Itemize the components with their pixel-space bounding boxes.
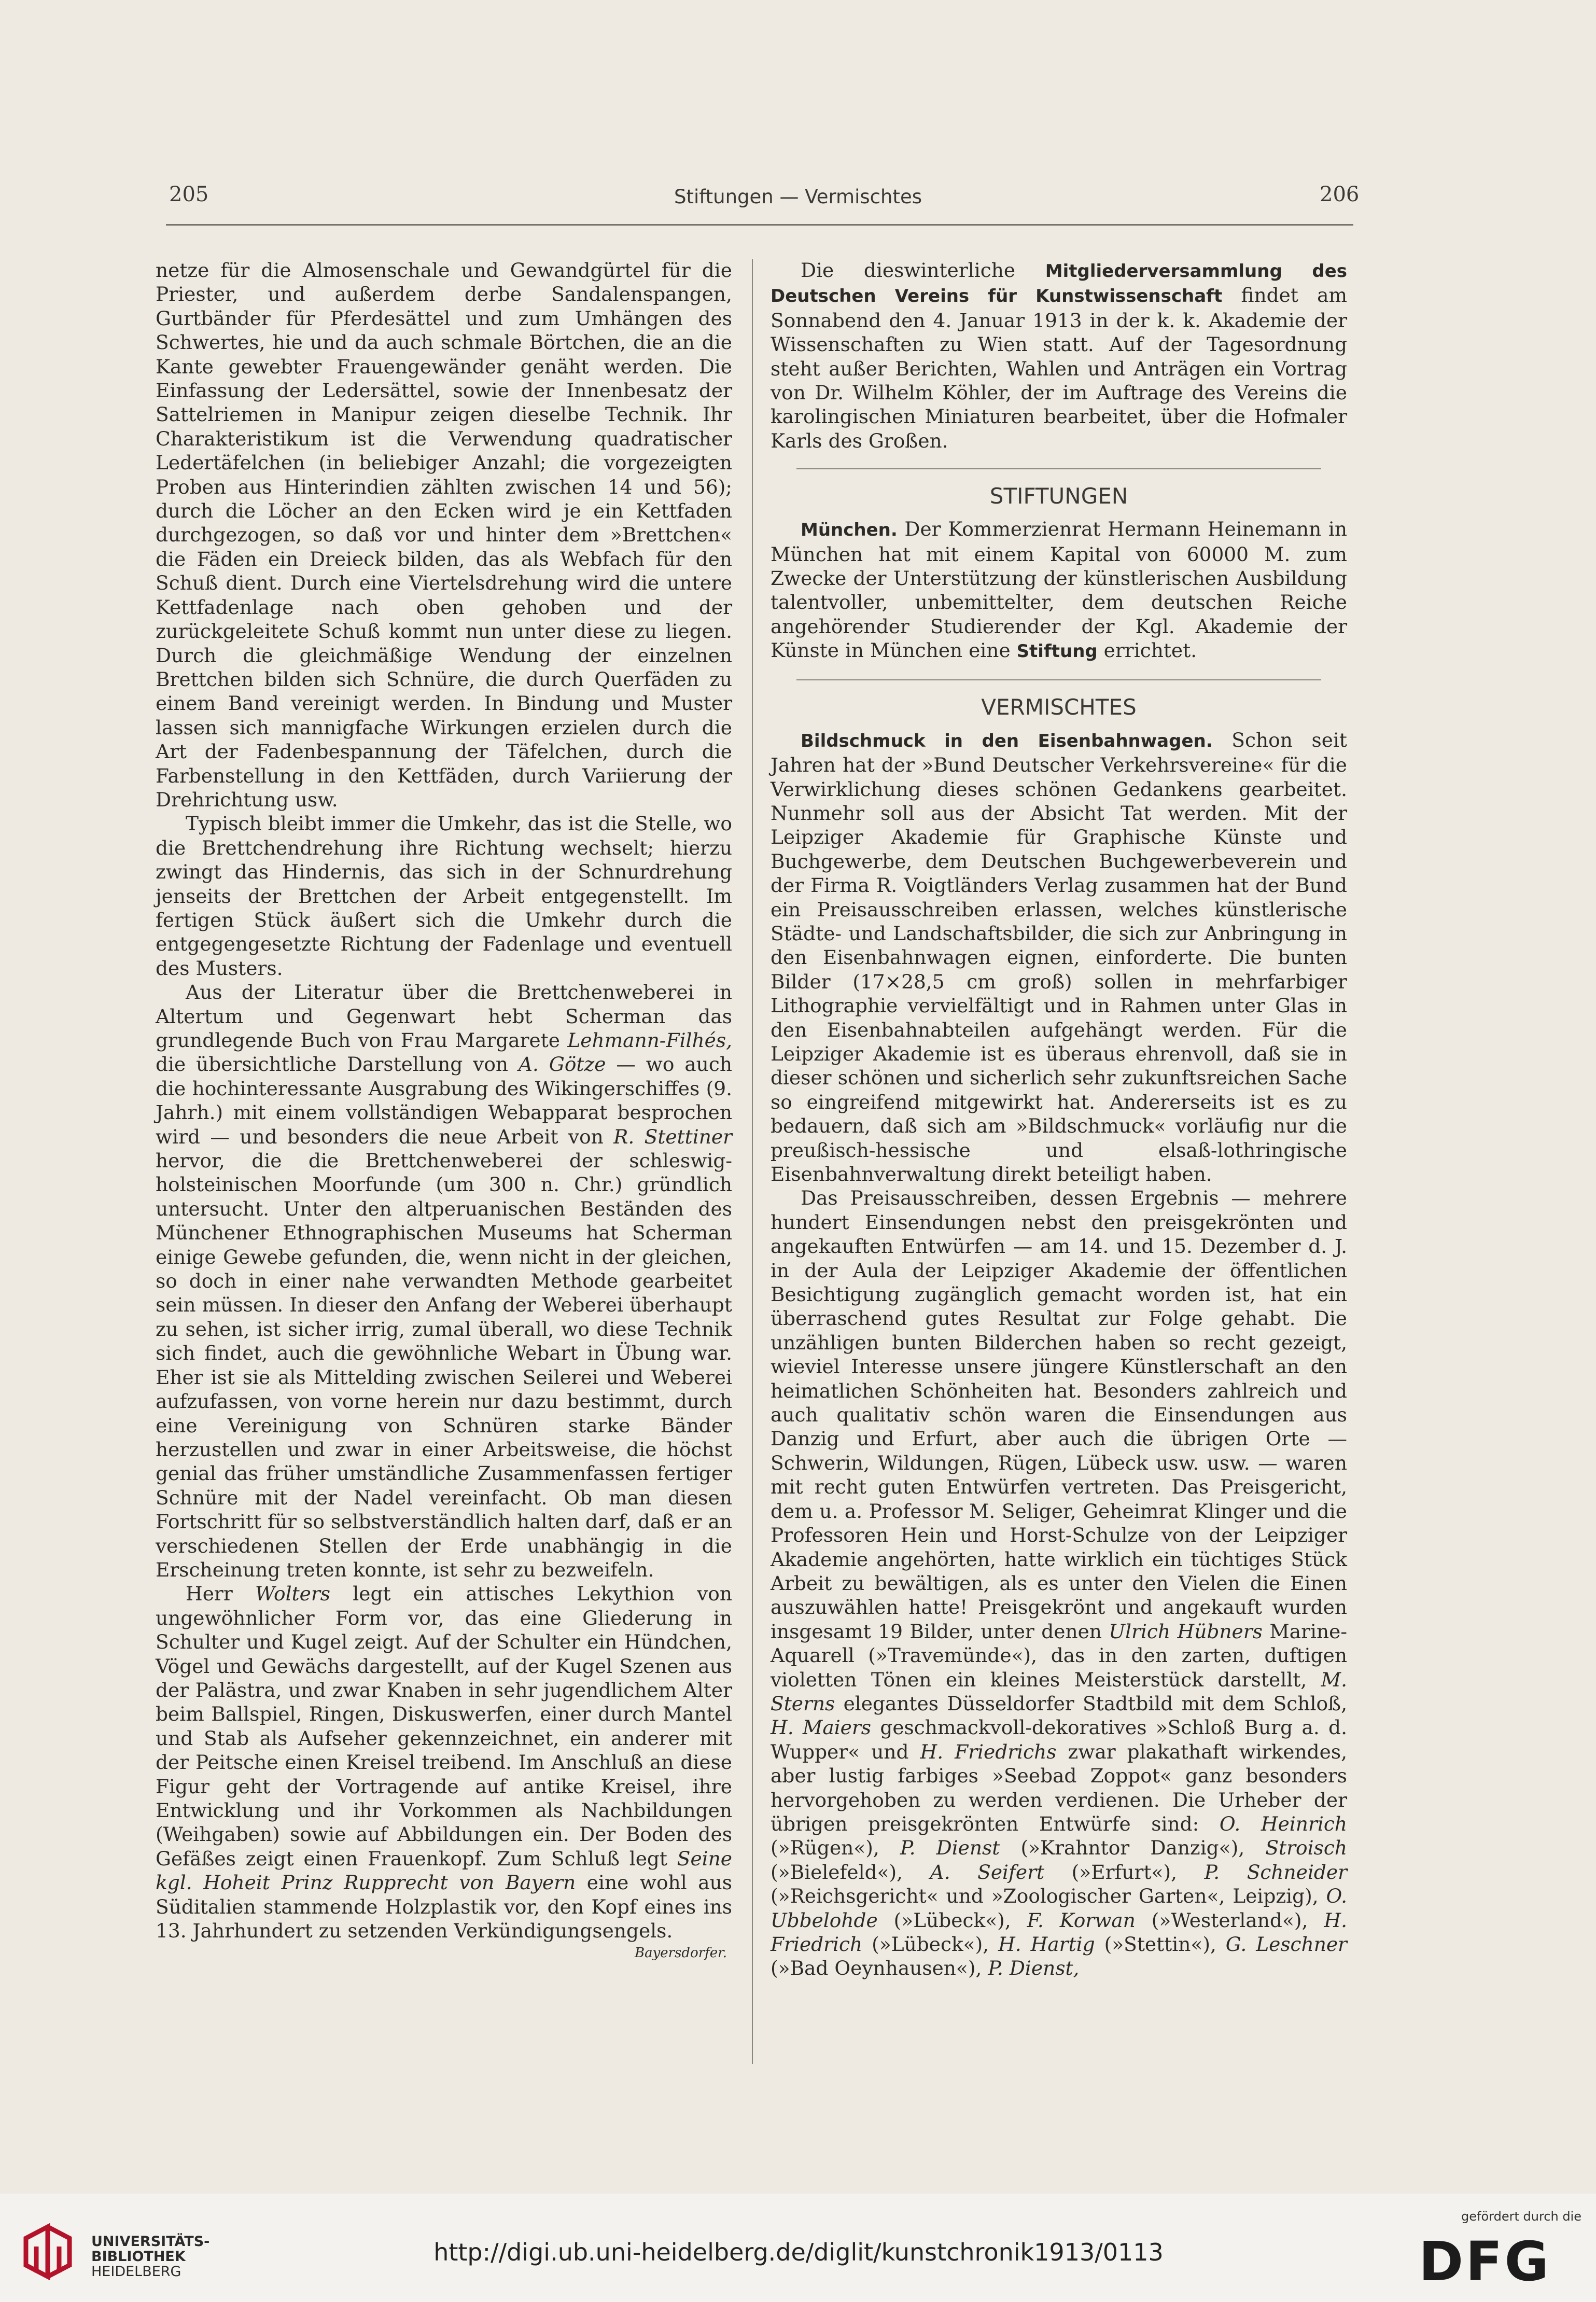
person-name: H. Maiers	[771, 1716, 872, 1739]
paragraph: Aus der Literatur über die Brettchenweberei in Altertum und Gegenwart hebt Scherman das grundlegende Buch von Frau Margarete Lehmann-Filhés, die übersichtliche Darstellung von A. Götze — wo auch die hochinteressante Ausgrabung des Wikingerschiffes (9. Jahrh.) mit einem vollständigen Webapparat besprochen wird — und besonders die neue Arbeit von R. Stettiner hervor, die die Brettchenweberei der schleswig-holsteinischen Moorfunde (um 300 n. Chr.) gründlich untersucht. Unter den altperuanischen Beständen des Münchener Ethnographischen Museums hat Scherman einige Gewebe gefunden, die, wenn nicht in der gleichen, so doch in einer nahe verwandten Methode gearbeitet sein müssen. In dieser den Anfang der Weberei überhaupt zu sehen, ist sicher irrig, zumal überall, wo diese Technik sich findet, auch die gewöhnliche Webart in Übung war. Eher ist sie als Mittelding zwischen Seilerei und Weberei aufzufassen, von vorne herein nur dazu bestimmt, durch eine Vereinigung von Schnüren starke Bänder herzustellen und zwar in einer Arbeitsweise, die höchst genial das früher umständliche Zusammenfassen fertiger Schnüre mit der Nadel vereinfacht. Ob man diesen Fortschritt für so selbstverständlich halten darf, daß er an verschiedenen Stellen der Erde unabhängig in die Erscheinung treten konnte, ist sehr zu bezweifeln.	[156, 981, 732, 1581]
paragraph: Die dieswinterliche Mitgliederversammlung des Deutschen Vereins für Kunstwissenschaft findet am Sonnabend den 4. Januar 1913 in der k. k. Akademie der Wissenschaften zu Wien statt. Auf der Tagesordnung steht außer Berichten, Wahlen und Anträgen ein Vortrag von Dr. Wilhelm Köhler, der im Auftrage des Vereins die karolingischen Miniaturen bearbeitet, über die Hofmaler Karls des Großen.	[771, 259, 1348, 452]
bold-term: Mitgliederversammlung des Deutschen Vereins für Kunstwissenschaft	[771, 261, 1348, 307]
paragraph: Das Preisausschreiben, dessen Ergebnis — mehrere hundert Einsendungen nebst den preisgekrönten und angekauften Entwürfen — am 14. und 15. Dezember d. J. in der Aula der Leipziger Akademie der öffentlichen Besichtigung zugänglich gemacht worden ist, hat ein überraschend gutes Resultat zur Folge gehabt. Die unzähligen bunten Bilderchen haben so recht gezeigt, wieviel Interesse unsere jüngere Künstlerschaft an den heimatlichen Schönheiten hat. Besonders zahlreich und auch qualitativ schön waren die Einsendungen aus Danzig und Erfurt, aber auch die übrigen Orte — Schwerin, Wildungen, Rügen, Lübeck usw. usw. — waren mit recht guten Entwürfen vertreten. Das Preisgericht, dem u. a. Professor M. Seliger, Geheimrat Klinger und die Professoren Hein und Horst-Schulze von der Leipziger Akademie angehörten, hatte wirklich ein tüchtiges Stück Arbeit zu bewältigen, als es unter den Vielen die Einen auszuwählen hatte! Preisgekrönt und angekauft wurden insgesamt 19 Bilder, unter denen Ulrich Hübners Marine-Aquarell (»Travemünde«), das in den zarten, duftigen violetten Tönen ein kleines Meisterstück darstellt, M. Sterns elegantes Düsseldorfer Stadtbild mit dem Schloß, H. Maiers geschmackvoll-dekoratives »Schloß Burg a. d. Wupper« und H. Friedrichs zwar plakathaft wirkendes, aber lustig farbiges »Seebad Zoppot« ganz besonders hervorgehoben zu werden verdienen. Die Urheber der übrigen preisgekrönten Entwürfe sind: O. Heinrich (»Rügen«), P. Dienst (»Krahntor Danzig«), Stroisch (»Bielefeld«), A. Seifert (»Erfurt«), P. Schneider (»Reichsgericht« und »Zoologischer Garten«, Leipzig), O. Ubbelohde (»Lübeck«), F. Korwan (»Westerland«), H. Friedrich (»Lübeck«), H. Hartig (»Stettin«), G. Leschner (»Bad Oeynhausen«), P. Dienst,	[771, 1187, 1348, 1980]
document-url-link[interactable]: http://digi.ub.uni-heidelberg.de/diglit/kunstchronik1913/0113	[433, 2238, 1164, 2266]
left-column	[156, 258, 732, 1963]
paragraph: Herr Wolters legt ein attisches Lekythion von ungewöhnlicher Form vor, das eine Gliederung in Schulter und Kugel zeigt. Auf der Schulter ein Hündchen, Vögel und Gewächs dargestellt, auf der Kugel Szenen aus der Palästra, und zwar Knaben in sehr jugendlichem Alter beim Ballspiel, Ringen, Diskuswerfen, einer durch Mantel und Stab als Aufseher gekennzeichnet, ein anderer mit der Peitsche einen Kreisel treibend. Im Anschluß an diese Figur geht der Vortragende auf antike Kreisel, ihre Entwicklung und ihr Vorkommen als Nachbildungen (Weihgaben) sowie auf Abbildungen ein. Der Boden des Gefäßes zeigt einen Frauenkopf. Zum Schluß legt Seine kgl. Hoheit Prinz Rupprecht von Bayern eine wohl aus Süditalien stammende Holzplastik vor, den Kopf eines ins 13. Jahrhundert zu setzenden Verkündigungsengels.	[156, 1582, 733, 1943]
footer-bar	[0, 2194, 1596, 2302]
running-title: Stiftungen — Vermischtes	[674, 186, 922, 208]
author-signature: Bayersdorfer.	[634, 1945, 727, 1961]
person-name: A. Seifert	[930, 1860, 1045, 1884]
bold-term: Bildschmuck in den Eisenbahnwagen.	[801, 730, 1213, 751]
person-name: R. Stettiner	[613, 1125, 732, 1148]
column-divider	[752, 259, 753, 2064]
university-library-logo-icon	[19, 2223, 77, 2281]
person-name: Lehmann-Filhés,	[567, 1029, 732, 1052]
right-column	[771, 258, 1347, 1980]
section-heading-stiftungen: STIFTUNGEN	[989, 483, 1128, 509]
person-name: Wolters	[255, 1582, 331, 1606]
paragraph: Typisch bleibt immer die Umkehr, das ist die Stelle, wo die Brettchendrehung ihre Richtung wechselt; hierzu zwingt das Hindernis, das sich in der Schnurdrehung jenseits der Brettchen der Arbeit entgegenstellt. Im fertigen Stück äußert sich die Umkehr durch die entgegengesetzte Richtung der Fadenlage und eventuell des Musters.	[156, 812, 732, 980]
person-name: P. Dienst,	[988, 1957, 1080, 1980]
person-name: M. Sterns	[771, 1668, 1347, 1715]
header-rule	[166, 224, 1353, 226]
person-name: O. Ubbelohde	[771, 1885, 1347, 1932]
funding-note: gefördert durch die	[1461, 2209, 1581, 2224]
person-name: P. Schneider	[1204, 1860, 1347, 1884]
person-name: H. Friedrich	[771, 1908, 1347, 1956]
paragraph: netze für die Almosenschale und Gewandgürtel für die Priester, und außerdem derbe Sandalenspangen, Gurtbänder für Pferdesättel und zum Umhängen des Schwertes, hie und da auch schmale Börtchen, die an die Kante gewebter Frauengewänder genäht werden. Die Einfassung der Ledersättel, sowie der Innenbesatz der Sattelriemen in Manipur zeigen dieselbe Technik. Ihr Charakteristikum ist die Verwendung quadratischer Ledertäfelchen (in beliebiger Anzahl; die vorgezeigten Proben aus Hinterindien zählten zwischen 14 und 56); durch die Löcher an den Ecken wird je ein Kettfaden durchgezogen, so daß vor und hinter dem »Brettchen« die Fäden ein Dreieck bilden, das als Webfach für den Schuß dient. Durch eine Viertelsdrehung wird die untere Kettfadenlage nach oben gehoben und der zurückgeleitete Schuß kommt nun unter diese zu liegen. Durch die gleichmäßige Wendung der einzelnen Brettchen bilden sich Schnüre, die durch Querfäden zu einem Band vereinigt werden. In Bindung und Muster lassen sich mannigfache Wirkungen erzielen durch die Art der Fadenbespannung der Täfelchen, durch die Farbenstellung in den Kettfäden, durch Variierung der Drehrichtung usw.	[156, 259, 732, 811]
bold-term: Stiftung	[1016, 641, 1098, 662]
page-number-right: 206	[1320, 183, 1360, 206]
person-name: Ulrich Hübners	[1109, 1620, 1263, 1643]
person-name: O. Heinrich	[1219, 1812, 1347, 1835]
page-number-left: 205	[169, 183, 209, 206]
person-name: H. Friedrichs	[920, 1740, 1057, 1763]
paragraph: Bildschmuck in den Eisenbahnwagen. Schon seit Jahren hat der »Bund Deutscher Verkehrsvereine« für die Verwirklichung dieses schönen Gedankens gearbeitet. Nunmehr soll aus der Absicht Tat werden. Mit der Leipziger Akademie für Graphische Künste und Buchgewerbe, dem Deutschen Buchgewerbeverein und der Firma R. Voigtländers Verlag zusammen hat der Bund ein Preisausschreiben erlassen, welches künstlerische Städte- und Landschaftsbilder, die sich zur Anbringung in den Eisenbahnwagen eignen, einforderte. Die bunten Bilder (17×28,5 cm groß) sollen in mehrfarbiger Lithographie vervielfältigt und in Rahmen unter Glas in den Eisenbahnabteilen aufgehängt werden. Für die Leipziger Akademie ist es überaus ehrenvoll, daß sie in dieser schönen und sicherlich sehr zukunftsreichen Sache so eingreifend mitgewirkt hat. Andererseits ist es zu bedauern, daß sich am »Bildschmuck« vorläufig nur die preußisch-hessische und elsaß-lothringische Eisenbahnverwaltung direkt beteiligt haben.	[771, 728, 1347, 1185]
person-name: A. Götze	[518, 1053, 606, 1076]
section-rule	[796, 679, 1321, 680]
section-heading-vermischtes: VERMISCHTES	[981, 694, 1137, 720]
person-name: F. Korwan	[1027, 1908, 1136, 1932]
person-name: Seine kgl. Hoheit Prinz Rupprecht von Bayern	[156, 1847, 732, 1894]
section-rule	[796, 468, 1321, 469]
person-name: P. Dienst	[900, 1836, 1000, 1860]
dfg-logo: DFG	[1419, 2230, 1551, 2293]
bold-term: München.	[801, 520, 898, 541]
person-name: Stroisch	[1265, 1836, 1347, 1860]
institution-name: UNIVERSITÄTS- BIBLIOTHEK HEIDELBERG	[91, 2234, 210, 2280]
person-name: G. Leschner	[1225, 1933, 1347, 1956]
paragraph: München. Der Kommerzienrat Hermann Heinemann in München hat mit einem Kapital von 60000 M. zum Zwecke der Unterstützung der künstlerischen Ausbildung talentvoller, unbemittelter, dem deutschen Reiche angehörender Studierender der Kgl. Akademie der Künste in München eine Stiftung errichtet.	[771, 518, 1347, 662]
person-name: H. Hartig	[998, 1933, 1095, 1956]
